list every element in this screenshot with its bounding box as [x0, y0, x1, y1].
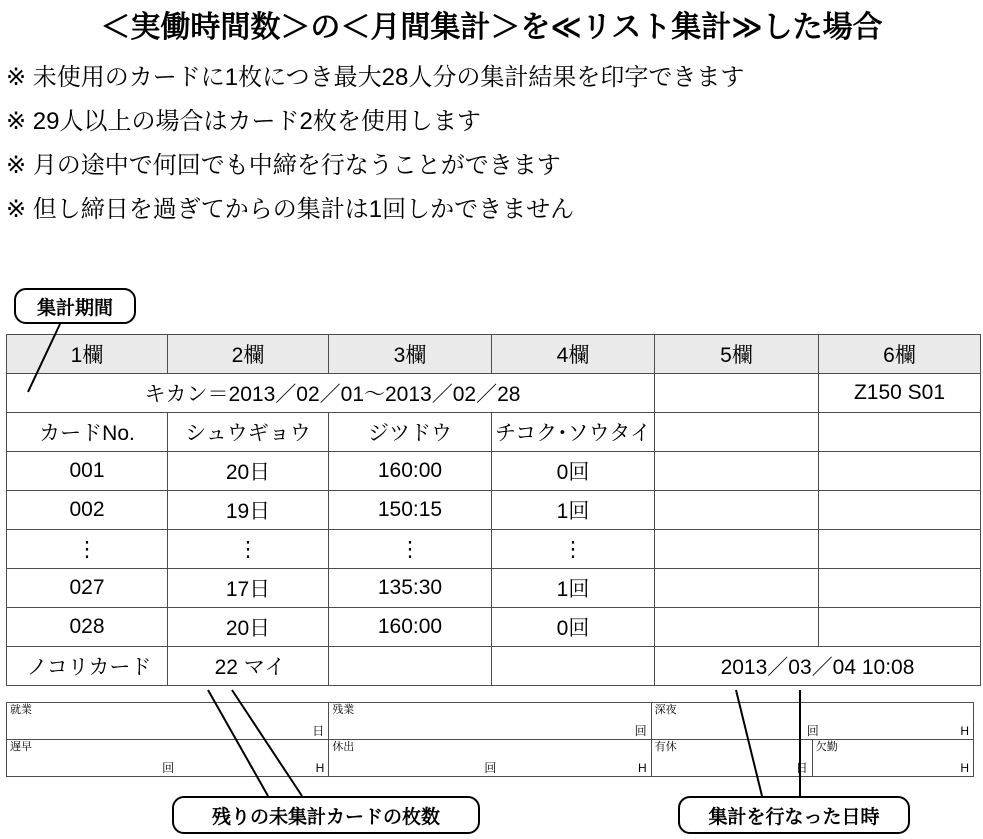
cell-empty — [819, 608, 981, 647]
machine-code-cell: Z150 S01 — [819, 374, 981, 413]
table-row — [7, 569, 981, 608]
footer-cell-midnight — [651, 703, 973, 740]
callout-remaining-cards: 残りの未集計カードの枚数 — [172, 796, 480, 834]
column-header-3: 3欄 — [329, 335, 492, 374]
cell-ellipsis: ⋮ — [7, 530, 168, 569]
note-item: ※ 月の途中で何回でも中締を行なうことができます — [6, 152, 561, 179]
table-row — [7, 452, 981, 491]
cell-empty — [655, 452, 819, 491]
footer-unit-late-count: 回 — [162, 761, 175, 775]
cell-card-no: 002 — [7, 491, 168, 530]
cell-empty — [492, 647, 655, 686]
footer-cell-holidaywork — [329, 740, 651, 777]
cell-empty — [819, 413, 981, 452]
footer-cell-absence — [812, 740, 973, 777]
cell-late-early: 1回 — [492, 569, 655, 608]
cell-work-days: 20日 — [168, 452, 329, 491]
footer-cell-late — [7, 740, 329, 777]
column-header-5: 5欄 — [655, 335, 819, 374]
cell-work-days: 17日 — [168, 569, 329, 608]
cell-actual-hours: 160:00 — [329, 452, 492, 491]
callout-aggregation-datetime: 集計を行なった日時 — [678, 796, 910, 834]
footer-grid-row — [7, 703, 974, 740]
cell-ellipsis: ⋮ — [329, 530, 492, 569]
footer-unit-midnight-hours: H — [960, 724, 969, 738]
footer-cell-paidleave — [651, 740, 812, 777]
footer-unit-holidaywork-count: 回 — [484, 761, 497, 775]
cell-empty — [819, 491, 981, 530]
cell-remaining-cards-value: 22 マイ — [168, 647, 329, 686]
cell-late-early: 0回 — [492, 452, 655, 491]
cell-late-early-label: チコク･ソウタイ — [492, 413, 655, 452]
timecard-footer-grid — [6, 702, 974, 777]
cell-actual-hours: 160:00 — [329, 608, 492, 647]
column-header-2: 2欄 — [168, 335, 329, 374]
cell-ellipsis: ⋮ — [168, 530, 329, 569]
cell-ellipsis: ⋮ — [492, 530, 655, 569]
table-row-ellipsis — [7, 530, 981, 569]
footer-label-late: 遅早 — [10, 741, 32, 753]
footer-cell-overtime — [329, 703, 651, 740]
column-header-1: 1欄 — [7, 335, 168, 374]
cell-work-days-label: シュウギョウ — [168, 413, 329, 452]
cell-empty — [819, 452, 981, 491]
callout-period: 集計期間 — [14, 288, 136, 324]
cell-remaining-cards-label: ノコリカード — [7, 647, 168, 686]
footer-grid-row — [7, 740, 974, 777]
note-item: ※ 29人以上の場合はカード2枚を使用します — [6, 108, 481, 135]
footer-unit-paidleave: 日 — [795, 761, 808, 775]
cell-empty — [655, 569, 819, 608]
cell-empty — [329, 647, 492, 686]
footer-label-overtime: 残業 — [332, 704, 355, 716]
cell-empty — [655, 491, 819, 530]
footer-unit-work: 日 — [312, 724, 325, 738]
cell-empty — [819, 530, 981, 569]
period-range-cell: キカン＝2013／02／01～2013／02／28 — [7, 374, 655, 413]
cell-late-early: 1回 — [492, 491, 655, 530]
cell-card-no: 027 — [7, 569, 168, 608]
cell-card-no: 028 — [7, 608, 168, 647]
note-item: ※ 但し締日を過ぎてからの集計は1回しかできません — [6, 196, 575, 223]
cell-actual-hours: 135:30 — [329, 569, 492, 608]
table-header-row — [7, 335, 981, 374]
cell-empty — [819, 569, 981, 608]
footer-cell-work — [7, 703, 329, 740]
summary-table — [6, 334, 981, 686]
table-row — [7, 413, 981, 452]
cell-card-no: 001 — [7, 452, 168, 491]
footer-unit-midnight-count: 回 — [806, 724, 819, 738]
cell-work-days: 19日 — [168, 491, 329, 530]
footer-label-midnight: 深夜 — [654, 704, 677, 716]
footer-unit-late-hours: H — [315, 761, 325, 775]
cell-empty — [655, 530, 819, 569]
footer-label-absence: 欠勤 — [815, 741, 838, 753]
footer-unit-absence: H — [960, 761, 969, 775]
cell-work-days: 20日 — [168, 608, 329, 647]
footer-label-work: 就業 — [10, 704, 32, 716]
cell-empty — [655, 413, 819, 452]
cell-actual-hours-label: ジツドウ — [329, 413, 492, 452]
cell-late-early: 0回 — [492, 608, 655, 647]
cell-card-no-label: カードNo. — [7, 413, 168, 452]
footer-unit-holidaywork-hours: H — [637, 761, 647, 775]
table-row — [7, 608, 981, 647]
note-item: ※ 未使用のカードに1枚につき最大28人分の集計結果を印字できます — [6, 64, 745, 91]
footer-unit-overtime: 回 — [634, 724, 647, 738]
notes-list — [6, 56, 976, 232]
table-row — [7, 491, 981, 530]
table-row-footer — [7, 647, 981, 686]
table-row-period — [7, 374, 981, 413]
cell-empty — [655, 608, 819, 647]
column-header-4: 4欄 — [492, 335, 655, 374]
page-title: ＜実働時間数＞の＜月間集計＞を≪リスト集計≫した場合 — [100, 11, 883, 44]
cell-actual-hours: 150:15 — [329, 491, 492, 530]
footer-label-holidaywork: 休出 — [332, 741, 355, 753]
footer-label-paidleave: 有休 — [654, 741, 677, 753]
column-header-6: 6欄 — [819, 335, 981, 374]
period-blank-cell — [655, 374, 819, 413]
cell-aggregation-datetime: 2013／03／04 10:08 — [655, 647, 981, 686]
